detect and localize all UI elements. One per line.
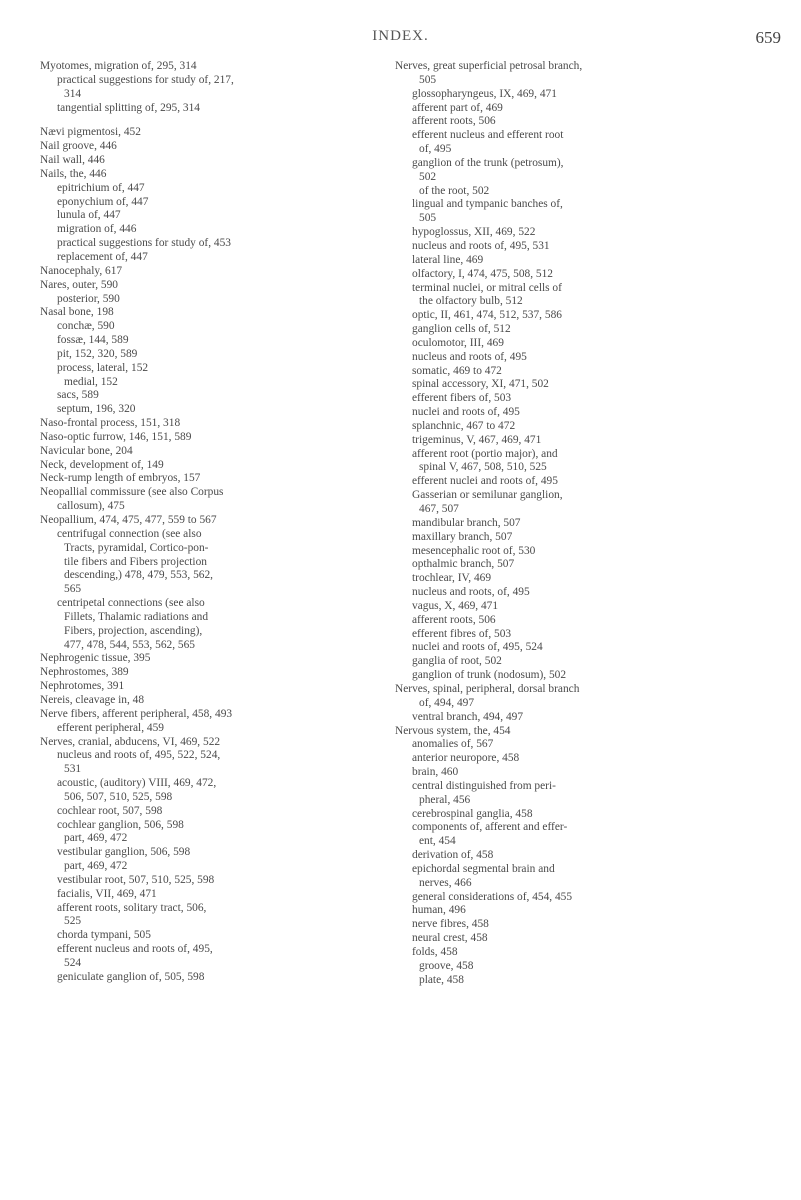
index-entry [395,974,790,988]
index-entry-text: Fibers, projection, ascending), [64,624,203,637]
index-entry-text: ent, 454 [419,835,456,848]
index-entry [395,960,790,974]
index-entry [395,794,790,808]
index-entry-text: Navicular bone, 204 [40,444,133,457]
index-entry-text: 477, 478, 544, 553, 562, 565 [64,638,195,651]
index-entry-text: cerebrospinal ganglia, 458 [412,807,533,820]
index-entry-text: 506, 507, 510, 525, 598 [64,790,173,803]
index-entry-text: cochlear ganglion, 506, 598 [57,818,184,831]
index-entry [40,237,390,251]
index-entry-text: derivation of, 458 [412,849,494,862]
index-entry [395,877,790,891]
index-entry-text: 502 [419,170,437,183]
index-entry [40,486,390,500]
index-entry-text: vestibular root, 507, 510, 525, 598 [57,873,215,886]
index-entry-text: afferent part of, 469 [412,101,503,114]
index-entry-text: 314 [64,87,82,100]
page-header [0,28,801,52]
index-entry-text: 531 [64,763,82,776]
index-entry [395,863,790,877]
index-entry [40,846,390,860]
index-entry [40,500,390,514]
index-entry [395,406,790,420]
index-entry [40,860,390,874]
index-entry [40,514,390,528]
index-entry-text: practical suggestions for study of, 217, [57,73,234,86]
index-entry [395,351,790,365]
index-column-left [40,60,390,985]
index-entry-text: part, 469, 472 [64,832,128,845]
index-entry-text: Nereis, cleavage in, 48 [40,693,145,706]
index-entry [40,348,390,362]
index-entry-text: opthalmic branch, 507 [412,558,515,571]
index-entry-text: migration of, 446 [57,223,137,236]
index-entry [40,389,390,403]
index-entry [395,420,790,434]
index-entry-text: chorda tympani, 505 [57,929,151,942]
index-entry-text: efferent nucleus and efferent root [412,129,564,142]
index-entry [395,545,790,559]
index-entry-text: Nail wall, 446 [40,154,105,167]
index-entry [40,749,390,763]
index-entry [395,268,790,282]
index-entry-text: 505 [419,73,437,86]
index-entry-text: vagus, X, 469, 471 [412,599,499,612]
index-entry [40,805,390,819]
index-entry [395,434,790,448]
index-entry [395,143,790,157]
index-entry [40,445,390,459]
index-entry [40,652,390,666]
index-entry [395,891,790,905]
index-entry [40,763,390,777]
index-entry-text: anterior neuropore, 458 [412,752,520,765]
index-entry [395,60,790,74]
index-entry-text: trigeminus, V, 467, 469, 471 [412,433,542,446]
index-entry [395,738,790,752]
index-entry [40,168,390,182]
index-entry [395,448,790,462]
index-entry [40,196,390,210]
index-entry-text: the olfactory bulb, 512 [419,295,523,308]
index-entry [40,403,390,417]
index-entry-text: Gasserian or semilunar ganglion, [412,489,563,502]
index-entry-text: nucleus and roots of, 495, 531 [412,239,550,252]
index-entry [40,583,390,597]
index-entry-text: part, 469, 472 [64,860,128,873]
index-entry [40,915,390,929]
index-entry [40,611,390,625]
index-entry [395,517,790,531]
index-entry-text: oculomotor, III, 469 [412,336,504,349]
index-entry [40,126,390,140]
index-entry [395,503,790,517]
index-entry-text: spinal accessory, XI, 471, 502 [412,378,549,391]
index-entry-text: efferent fibers of, 503 [412,392,512,405]
index-entry [395,323,790,337]
index-entry [395,309,790,323]
index-entry [395,655,790,669]
index-entry-text: Nerve fibers, afferent peripheral, 458, 493 [40,707,233,720]
index-entry-text: nerves, 466 [419,876,472,889]
index-entry-text: pit, 152, 320, 589 [57,347,138,360]
index-entry-text: pheral, 456 [419,793,471,806]
index-entry [395,115,790,129]
index-entry [395,337,790,351]
index-entry [40,334,390,348]
index-entry [40,929,390,943]
index-entry-text: replacement of, 447 [57,250,148,263]
index-entry-text: Nasal bone, 198 [40,306,114,319]
index-entry [40,874,390,888]
index-entry [40,736,390,750]
index-entry [395,489,790,503]
index-entry [395,835,790,849]
index-entry-text: geniculate ganglion of, 505, 598 [57,970,205,983]
index-entry [40,832,390,846]
index-entry-text: components of, afferent and effer- [412,821,568,834]
index-entry-text: callosum), 475 [57,500,125,513]
index-entry-text: descending,) 478, 479, 553, 562, [64,569,214,582]
index-entry-text: efferent peripheral, 459 [57,721,164,734]
index-entry-text: trochlear, IV, 469 [412,572,492,585]
index-entry [395,254,790,268]
index-entry-text: fossæ, 144, 589 [57,334,129,347]
index-entry-text: Nerves, great superficial petrosal branch, [395,60,583,72]
index-entry [395,392,790,406]
index-entry-text: Tracts, pyramidal, Cortico-pon- [64,541,209,554]
index-entry [395,226,790,240]
index-entry [40,376,390,390]
index-entry-text: Nail groove, 446 [40,140,117,153]
index-entry-text: conchæ, 590 [57,320,115,333]
index-entry-text: Fillets, Thalamic radiations and [64,610,209,623]
index-entry [395,240,790,254]
index-entry-text: nerve fibres, 458 [412,918,489,931]
index-entry-text: tangential splitting of, 295, 314 [57,101,201,114]
index-entry [395,614,790,628]
index-entry-text: optic, II, 461, 474, 512, 537, 586 [412,309,562,322]
index-entry-text: nuclei and roots of, 495 [412,406,520,419]
index-entry-text: terminal nuclei, or mitral cells of [412,281,562,294]
index-entry [395,641,790,655]
index-entry [40,639,390,653]
index-entry-text: 524 [64,957,82,969]
index-entry-text: cochlear root, 507, 598 [57,804,163,817]
index-entry [395,558,790,572]
index-entry [395,932,790,946]
index-entry-text: brain, 460 [412,766,459,779]
index-entry [395,378,790,392]
index-entry [40,60,390,74]
index-entry [395,365,790,379]
index-entry [395,185,790,199]
index-entry [395,628,790,642]
index-entry-text: lunula of, 447 [57,209,121,222]
index-entry-text: nucleus and roots of, 495, 522, 524, [57,749,221,762]
index-entry [40,293,390,307]
index-entry-text: ganglia of root, 502 [412,655,502,668]
index-entry-text: 565 [64,583,82,596]
index-entry-text: efferent nucleus and roots of, 495, [57,943,213,956]
index-entry [395,212,790,226]
index-entry-text: centrifugal connection (see also [57,527,202,540]
index-entry [395,586,790,600]
index-column-right [395,60,790,988]
index-entry-text: Neopallium, 474, 475, 477, 559 to 567 [40,514,217,526]
index-entry [40,597,390,611]
index-entry [395,849,790,863]
index-entry-text: acoustic, (auditory) VIII, 469, 472, [57,777,217,790]
index-entry-text: human, 496 [412,904,466,917]
index-entry-text: Neck-rump length of embryos, 157 [40,472,201,485]
index-entry-text: Nervous system, the, 454 [395,724,511,737]
index-entry-text: eponychium of, 447 [57,195,149,208]
index-entry-text: afferent roots, 506 [412,613,496,626]
index-entry-text: Nares, outer, 590 [40,278,118,291]
index-entry-text: septum, 196, 320 [57,403,136,416]
index-entry-text: facialis, VII, 469, 471 [57,887,157,900]
index-entry [40,943,390,957]
index-entry [40,362,390,376]
index-entry [395,461,790,475]
index-entry-text: Nævi pigmentosi, 452 [40,126,141,139]
index-entry-text: 467, 507 [419,503,459,515]
index-entry-text: Neck, development of, 149 [40,458,164,471]
index-entry [395,295,790,309]
index-entry [40,625,390,639]
index-entry [40,722,390,736]
page-title: INDEX. [372,28,429,44]
index-entry-text: vestibular ganglion, 506, 598 [57,846,191,859]
index-entry-text: afferent roots, 506 [412,115,496,128]
index-entry [40,140,390,154]
index-entry-text: of the root, 502 [419,184,490,197]
index-entry-text: practical suggestions for study of, 453 [57,237,231,250]
index-entry [395,198,790,212]
index-entry-text: hypoglossus, XII, 469, 522 [412,226,536,239]
index-entry-text: Naso-optic furrow, 146, 151, 589 [40,430,192,443]
index-entry [395,697,790,711]
index-entry [40,74,390,88]
index-entry [40,223,390,237]
index-entry [40,251,390,265]
index-entry [40,971,390,985]
index-entry [395,766,790,780]
index-entry-text: ganglion of trunk (nodosum), 502 [412,669,567,682]
index-entry-text: centripetal connections (see also [57,597,205,610]
index-entry-text: somatic, 469 to 472 [412,364,502,377]
index-entry-text: mesencephalic root of, 530 [412,544,536,557]
index-entry-text: mandibular branch, 507 [412,516,521,529]
index-entry [395,171,790,185]
index-entry [395,282,790,296]
index-entry-text: maxillary branch, 507 [412,530,513,543]
index-entry-text: glossopharyngeus, IX, 469, 471 [412,87,557,100]
index-entry-text: Nephrogenic tissue, 395 [40,652,151,665]
index-entry [395,821,790,835]
index-entry [395,780,790,794]
index-entry-text: 505 [419,212,437,225]
index-entry [395,572,790,586]
index-entry [40,666,390,680]
index-entry [395,669,790,683]
index-entry-text: plate, 458 [419,973,464,986]
index-entry-text: 525 [64,915,82,928]
index-entry [40,528,390,542]
index-entry-text: nucleus and roots of, 495 [412,350,527,363]
index-entry-text: sacs, 589 [57,389,99,402]
index-entry [395,918,790,932]
index-entry [40,102,390,116]
index-entry-text: epitrichium of, 447 [57,181,145,194]
index-entry-text: nucleus and roots, of, 495 [412,586,530,599]
index-entry-text: anomalies of, 567 [412,738,494,751]
index-entry [40,819,390,833]
index-entry [40,957,390,971]
index-entry-text: Nerves, spinal, peripheral, dorsal branch [395,682,580,695]
index-entry-text: lateral line, 469 [412,253,484,266]
index-entry-text: Nanocephaly, 617 [40,264,123,277]
index-entry-text: central distinguished from peri- [412,779,556,792]
index-entry-text: folds, 458 [412,946,458,958]
index-entry [395,157,790,171]
index-entry-text: spinal V, 467, 508, 510, 525 [419,461,547,474]
index-entry-text: Nephrostomes, 389 [40,666,129,679]
index-entry-text: Nails, the, 446 [40,167,107,180]
index-entry-text: Nephrotomes, 391 [40,680,125,693]
index-entry [395,904,790,918]
index-entry [40,209,390,223]
index-entry-text: posterior, 590 [57,292,120,305]
index-entry [395,129,790,143]
index-entry-text: Neopallial commissure (see also Corpus [40,486,224,499]
index-entry [395,600,790,614]
index-entry-text: Nerves, cranial, abducens, VI, 469, 522 [40,735,221,748]
index-entry [40,431,390,445]
index-entry [40,708,390,722]
index-entry-text: ventral branch, 494, 497 [412,710,524,723]
index-entry-text: process, lateral, 152 [57,361,149,374]
index-entry [40,777,390,791]
index-entry-text: Naso-frontal process, 151, 318 [40,417,181,430]
index-entry-text: Myotomes, migration of, 295, 314 [40,60,197,72]
index-entry-text: efferent fibres of, 503 [412,627,512,640]
index-entry-text: of, 494, 497 [419,696,475,709]
index-entry [395,475,790,489]
index-entry [40,902,390,916]
index-entry-text: olfactory, I, 474, 475, 508, 512 [412,267,553,280]
index-entry [40,88,390,102]
index-entry [40,569,390,583]
index-entry-text: neural crest, 458 [412,932,488,945]
index-entry [395,74,790,88]
index-entry [40,888,390,902]
index-entry-text: afferent root (portio major), and [412,447,558,460]
index-entry [40,154,390,168]
index-entry-text: epichordal segmental brain and [412,862,555,875]
index-entry [40,694,390,708]
index-entry [395,88,790,102]
index-entry-text: ganglion of the trunk (petrosum), [412,156,564,169]
index-entry [40,265,390,279]
index-entry [40,791,390,805]
index-entry [40,472,390,486]
index-entry [40,680,390,694]
index-entry-text: of, 495 [419,143,452,156]
index-entry [395,711,790,725]
page-number: 659 [755,28,781,47]
index-entry-text: ganglion cells of, 512 [412,323,511,336]
index-entry [40,279,390,293]
index-entry-text: general considerations of, 454, 455 [412,890,573,903]
index-entry [395,531,790,545]
index-entry [395,808,790,822]
index-entry [40,556,390,570]
index-entry [40,306,390,320]
index-entry [40,542,390,556]
index-entry [395,683,790,697]
index-entry [40,320,390,334]
index-entry [395,752,790,766]
index-entry-text: lingual and tympanic banches of, [412,198,563,211]
index-entry [395,946,790,960]
index-entry-text: afferent roots, solitary tract, 506, [57,901,207,914]
index-entry-text: tile fibers and Fibers projection [64,555,207,568]
index-entry [395,725,790,739]
index-entry-text: nuclei and roots of, 495, 524 [412,641,543,654]
index-entry [395,102,790,116]
index-entry [40,182,390,196]
index-entry-text: medial, 152 [64,375,118,388]
index-entry [40,459,390,473]
index-entry [40,417,390,431]
index-entry-text: splanchnic, 467 to 472 [412,419,516,432]
index-entry-text: efferent nuclei and roots of, 495 [412,475,558,488]
index-entry-text: groove, 458 [419,959,474,972]
